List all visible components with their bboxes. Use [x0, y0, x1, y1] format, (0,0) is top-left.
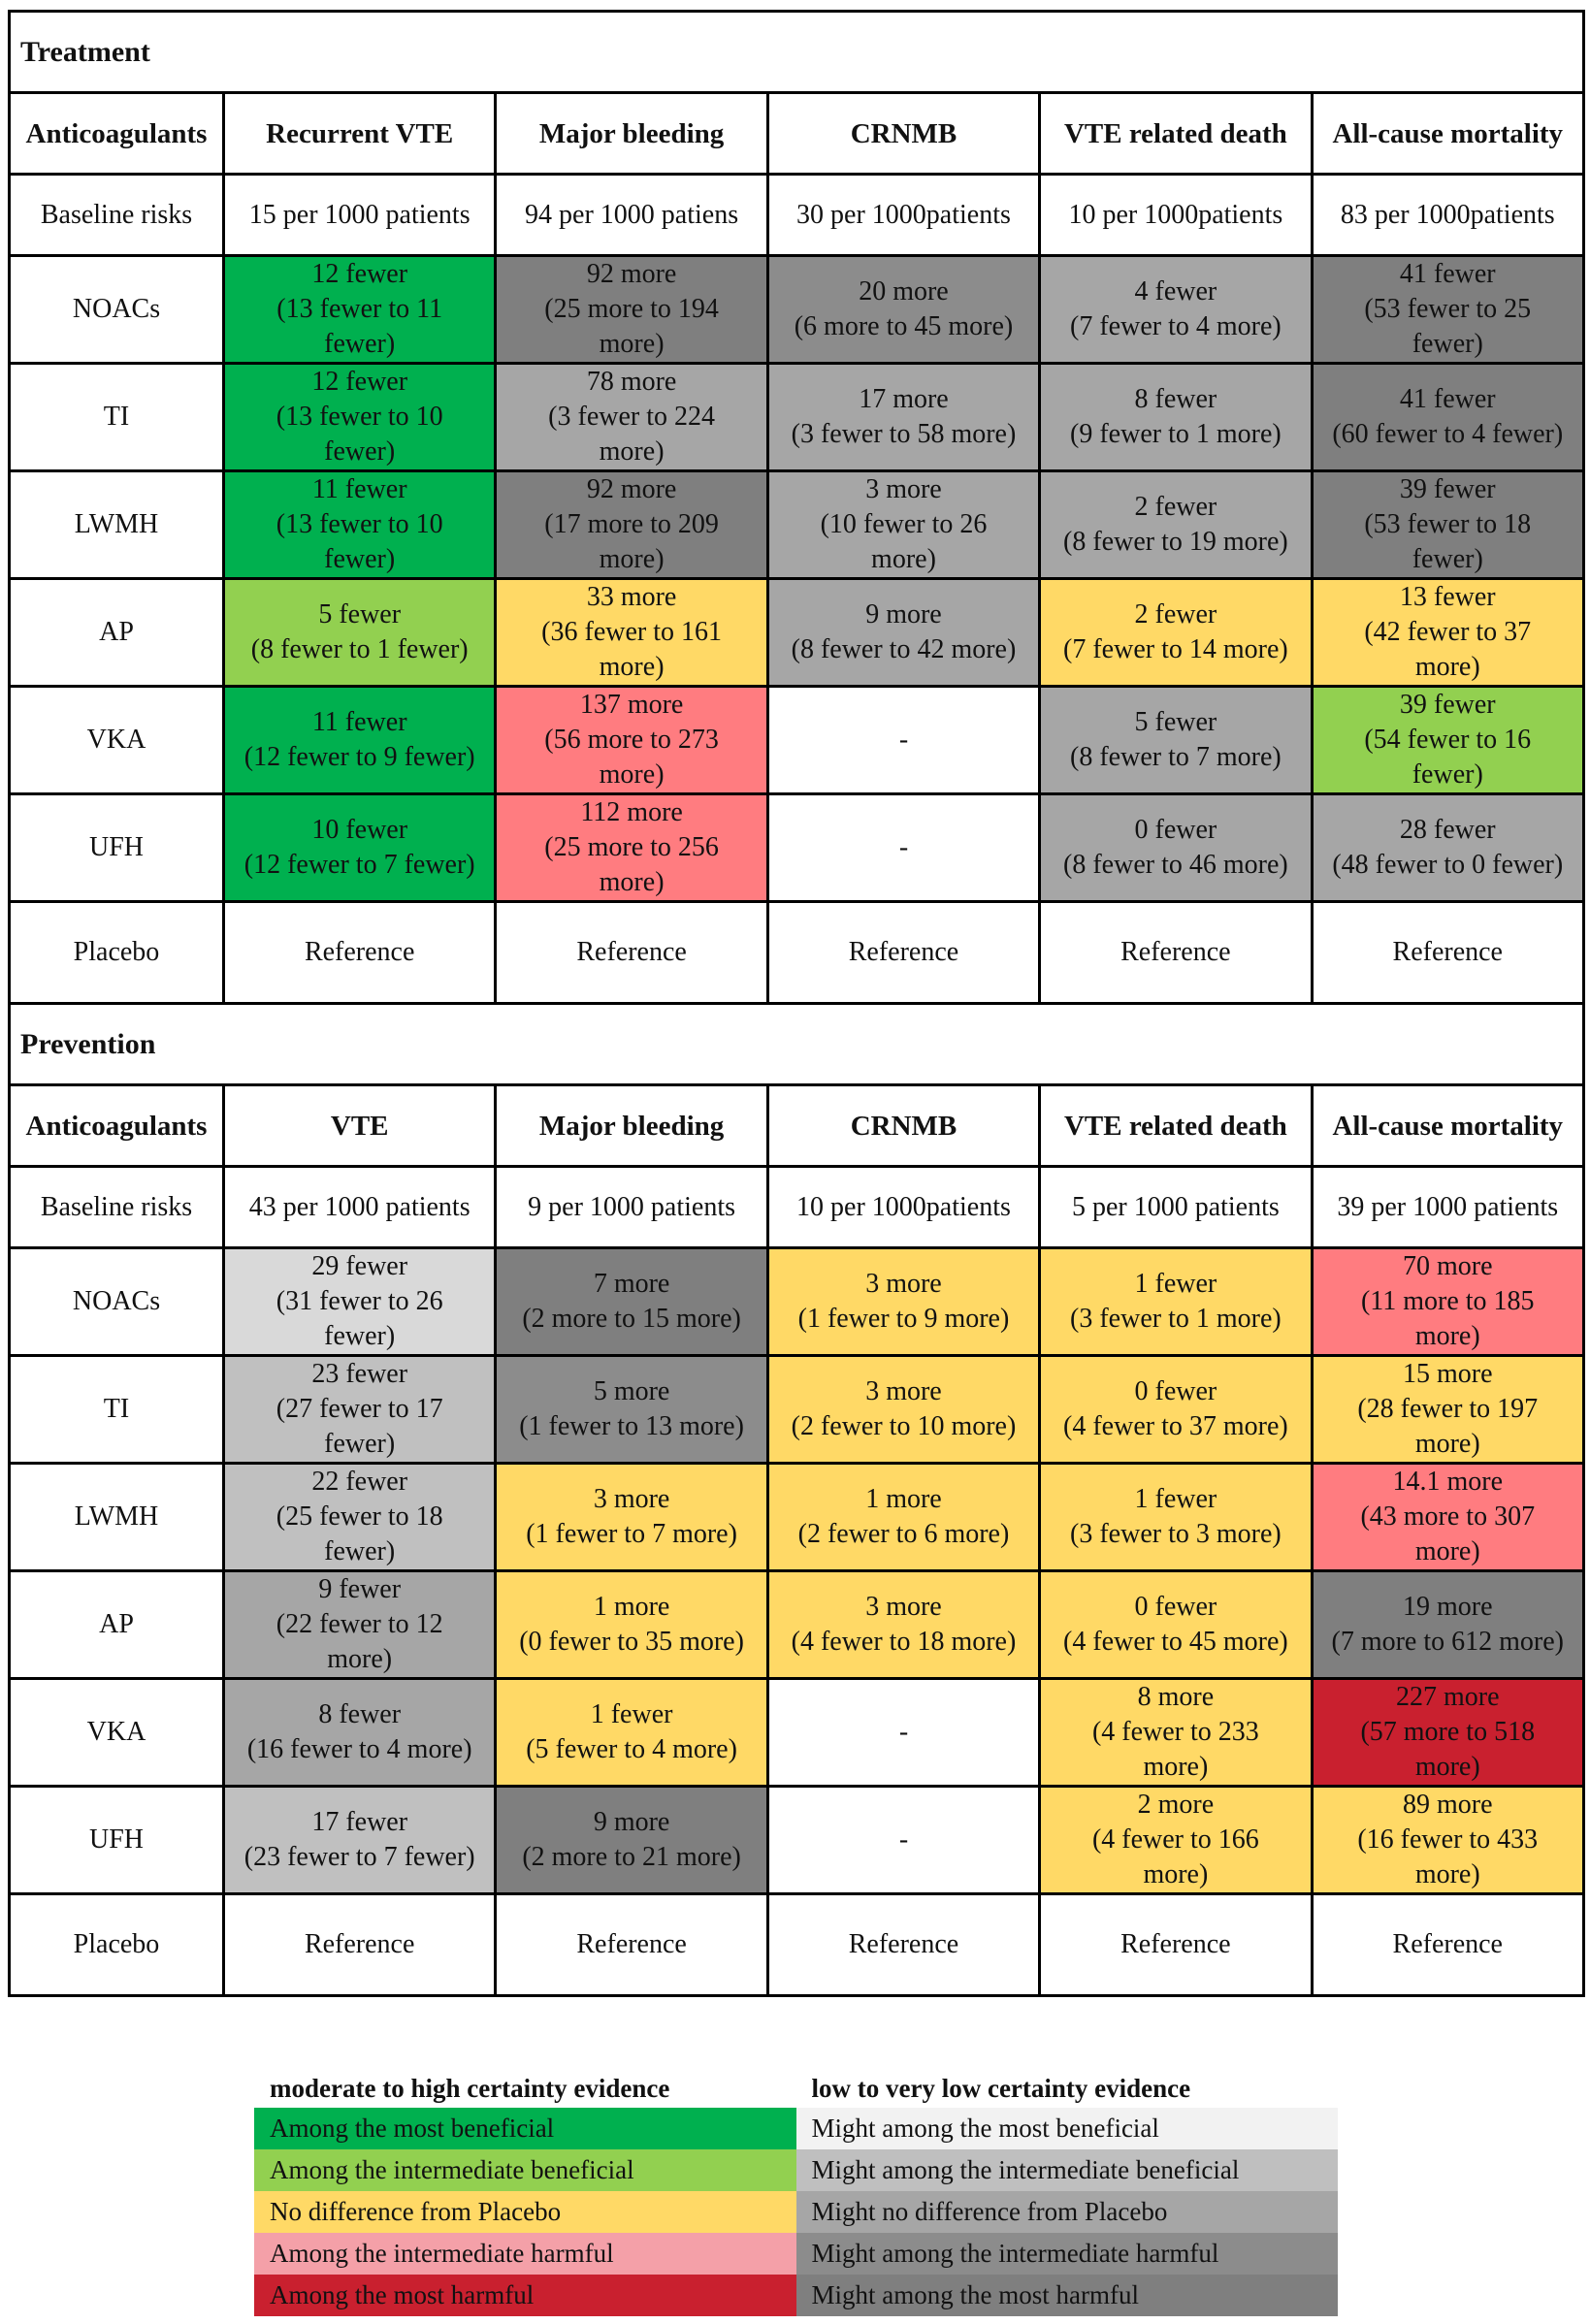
effect-cell-text: 0 fewer (4 fewer to 45 more) [1063, 1592, 1288, 1657]
effect-cell [1040, 794, 1312, 902]
effect-cell-text: 17 more (3 fewer to 58 more) [791, 384, 1017, 449]
effect-cell [496, 579, 767, 687]
reference-cell-text: Reference [1392, 937, 1503, 967]
column-header [1040, 1085, 1312, 1167]
baseline-row [10, 175, 1584, 256]
effect-cell-text: 22 fewer (25 fewer to 18 fewer) [276, 1467, 443, 1566]
reference-cell [496, 902, 767, 1004]
baseline-cell [224, 1167, 496, 1248]
placebo-label-text: Placebo [73, 937, 160, 967]
legend-right-entry: Might among the intermediate beneficial [796, 2149, 1339, 2191]
column-header-text: Major bleeding [538, 1110, 725, 1142]
drug-name-cell [10, 1679, 224, 1787]
effect-cell [767, 1787, 1039, 1894]
reference-cell-text: Reference [576, 1929, 687, 1959]
effect-cell-text: 7 more (2 more to 15 more) [522, 1269, 741, 1334]
effect-cell-text: 29 fewer (31 fewer to 26 fewer) [276, 1251, 443, 1351]
column-header [496, 93, 767, 175]
effect-cell-text: 9 fewer (22 fewer to 12 more) [276, 1574, 443, 1674]
table-row [10, 471, 1584, 579]
effect-cell [767, 579, 1039, 687]
effect-cell [224, 256, 496, 364]
effect-cell [1040, 364, 1312, 471]
legend-left-entry: Among the most beneficial [254, 2108, 796, 2149]
table-row [10, 1679, 1584, 1787]
table-row [10, 1464, 1584, 1571]
effect-cell-text: 78 more (3 fewer to 224 more) [548, 367, 715, 467]
drug-name-cell [10, 364, 224, 471]
column-header-text: Major bleeding [538, 117, 725, 149]
baseline-cell-text: Baseline risks [40, 1191, 193, 1222]
legend-left-entry: No difference from Placebo [254, 2191, 796, 2233]
effect-cell-text: 33 more (36 fewer to 161 more) [541, 582, 722, 682]
reference-cell [767, 1894, 1039, 1996]
reference-cell [224, 1894, 496, 1996]
drug-name-cell-text: AP [99, 1609, 134, 1639]
drug-name-cell [10, 256, 224, 364]
column-header-text: Anticoagulants [25, 1110, 208, 1142]
column-header-text: VTE related death [1063, 1110, 1287, 1142]
effect-cell [767, 364, 1039, 471]
effect-cell-text: 1 fewer (3 fewer to 3 more) [1070, 1484, 1282, 1549]
reference-cell-text: Reference [1392, 1929, 1503, 1959]
baseline-cell [767, 1167, 1039, 1248]
baseline-cell-text: 94 per 1000 patiens [525, 199, 739, 230]
drug-name-cell [10, 1464, 224, 1571]
effect-cell [767, 1679, 1039, 1787]
effect-cell [496, 1571, 767, 1679]
effect-cell [1040, 1356, 1312, 1464]
table-row [10, 579, 1584, 687]
effect-cell [224, 794, 496, 902]
baseline-cell [496, 1167, 767, 1248]
effect-cell-text: 70 more (11 more to 185 more) [1360, 1251, 1535, 1351]
effect-cell [496, 1464, 767, 1571]
legend-left-entry: Among the most harmful [254, 2275, 796, 2316]
column-header-text: CRNMB [850, 117, 957, 149]
effect-cell [1040, 1464, 1312, 1571]
baseline-cell [10, 175, 224, 256]
effect-cell-text: 92 more (25 more to 194 more) [544, 259, 719, 359]
baseline-cell-text: 9 per 1000 patients [528, 1191, 735, 1222]
legend-row [254, 2233, 1338, 2275]
column-header [496, 1085, 767, 1167]
effect-cell-text: 1 fewer (5 fewer to 4 more) [526, 1699, 737, 1764]
effect-cell [1040, 256, 1312, 364]
legend-right-entry: Might no difference from Placebo [796, 2191, 1339, 2233]
legend-header-row [254, 2069, 1338, 2108]
results-table-frame [8, 10, 1582, 1997]
effect-cell-text: 11 fewer (13 fewer to 10 fewer) [276, 474, 443, 574]
effect-cell-text: 3 more (1 fewer to 9 more) [797, 1269, 1010, 1334]
baseline-cell-text: 5 per 1000 patients [1071, 1191, 1280, 1222]
effect-cell-text: 9 more (2 more to 21 more) [522, 1807, 741, 1872]
drug-name-cell-text: LWMH [74, 509, 159, 539]
legend-right-entry: Might among the most beneficial [796, 2108, 1339, 2149]
reference-cell-text: Reference [1120, 937, 1231, 967]
drug-name-cell [10, 471, 224, 579]
effect-cell [496, 794, 767, 902]
effect-cell-text: 5 fewer (8 fewer to 1 fewer) [250, 599, 469, 664]
effect-cell-text: 10 fewer (12 fewer to 7 fewer) [243, 815, 475, 880]
effect-cell-text: 2 fewer (8 fewer to 19 more) [1063, 492, 1288, 557]
effect-cell [767, 1464, 1039, 1571]
baseline-cell-text: 39 per 1000 patients [1337, 1191, 1559, 1222]
legend-row [254, 2275, 1338, 2316]
column-header-text: CRNMB [850, 1110, 957, 1142]
baseline-cell [224, 175, 496, 256]
legend-left-title: moderate to high certainty evidence [254, 2069, 796, 2108]
effect-cell [1312, 1679, 1583, 1787]
drug-name-cell [10, 579, 224, 687]
drug-name-cell [10, 687, 224, 794]
baseline-cell-text: 83 per 1000patients [1340, 199, 1555, 230]
reference-cell [496, 1894, 767, 1996]
effect-cell [1312, 1248, 1583, 1356]
effect-cell-text: 28 fewer (48 fewer to 0 fewer) [1332, 815, 1564, 880]
effect-cell-text: 14.1 more (43 more to 307 more) [1360, 1467, 1536, 1566]
drug-name-cell [10, 1787, 224, 1894]
effect-cell-text: 8 fewer (16 fewer to 4 more) [246, 1699, 472, 1764]
effect-cell-text: 0 fewer (4 fewer to 37 more) [1063, 1376, 1288, 1441]
table-row [10, 364, 1584, 471]
legend-left-entry: Among the intermediate harmful [254, 2233, 796, 2275]
effect-cell-text: 39 fewer (53 fewer to 18 fewer) [1364, 474, 1532, 574]
section-title [10, 1004, 1584, 1085]
placebo-label-text: Placebo [73, 1929, 160, 1959]
effect-cell-text: - [898, 725, 909, 755]
effect-cell-text: 15 more (28 fewer to 197 more) [1357, 1359, 1539, 1459]
effect-cell [1312, 1464, 1583, 1571]
drug-name-cell [10, 794, 224, 902]
drug-name-cell-text: AP [99, 617, 134, 647]
table-row [10, 1571, 1584, 1679]
effect-cell-text: - [898, 1824, 909, 1855]
column-header-text: VTE [330, 1110, 389, 1142]
table-row [10, 794, 1584, 902]
effect-cell-text: 5 more (1 fewer to 13 more) [519, 1376, 744, 1441]
baseline-row [10, 1167, 1584, 1248]
effect-cell-text: 41 fewer (53 fewer to 25 fewer) [1364, 259, 1532, 359]
effect-cell-text: 12 fewer (13 fewer to 10 fewer) [276, 367, 443, 467]
reference-cell [1312, 1894, 1583, 1996]
effect-cell-text: 2 more (4 fewer to 166 more) [1091, 1790, 1259, 1889]
effect-cell [496, 256, 767, 364]
effect-cell [224, 1248, 496, 1356]
effect-cell [1312, 579, 1583, 687]
results-table [8, 10, 1585, 1997]
reference-cell-text: Reference [848, 1929, 959, 1959]
column-header-text: Anticoagulants [25, 117, 208, 149]
effect-cell [496, 471, 767, 579]
baseline-cell [496, 175, 767, 256]
placebo-label [10, 902, 224, 1004]
section-title-text: Prevention [20, 1027, 156, 1060]
effect-cell-text: 4 fewer (7 fewer to 4 more) [1070, 276, 1282, 341]
effect-cell [767, 471, 1039, 579]
effect-cell-text: 3 more (2 fewer to 10 more) [791, 1376, 1017, 1441]
table-row [10, 1248, 1584, 1356]
effect-cell [496, 1356, 767, 1464]
table-row [10, 256, 1584, 364]
column-header-text: All-cause mortality [1332, 117, 1564, 149]
effect-cell-text: 227 more (57 more to 518 more) [1360, 1682, 1536, 1782]
drug-name-cell-text: VKA [86, 725, 146, 755]
effect-cell-text: 12 fewer (13 fewer to 11 fewer) [276, 259, 443, 359]
effect-cell [1312, 1787, 1583, 1894]
effect-cell [767, 687, 1039, 794]
effect-cell-text: - [898, 1717, 909, 1747]
effect-cell [1312, 1356, 1583, 1464]
effect-cell [1040, 687, 1312, 794]
table-row [10, 687, 1584, 794]
effect-cell [224, 471, 496, 579]
section-title-row [10, 12, 1584, 93]
reference-cell-text: Reference [1120, 1929, 1231, 1959]
effect-cell [767, 1571, 1039, 1679]
reference-cell [1040, 902, 1312, 1004]
column-header [1312, 1085, 1583, 1167]
baseline-cell-text: 10 per 1000patients [796, 1191, 1011, 1222]
effect-cell [1040, 1787, 1312, 1894]
baseline-cell [1312, 175, 1583, 256]
reference-cell-text: Reference [304, 1929, 415, 1959]
legend-right-title: low to very low certainty evidence [796, 2069, 1339, 2108]
drug-name-cell-text: TI [103, 1394, 130, 1424]
effect-cell-text: 1 more (0 fewer to 35 more) [519, 1592, 744, 1657]
drug-name-cell-text: TI [103, 402, 130, 432]
effect-cell [1312, 687, 1583, 794]
effect-cell [1312, 1571, 1583, 1679]
effect-cell [224, 1571, 496, 1679]
effect-cell [1312, 364, 1583, 471]
baseline-cell [1040, 1167, 1312, 1248]
placebo-label [10, 1894, 224, 1996]
effect-cell-text: 8 more (4 fewer to 233 more) [1091, 1682, 1259, 1782]
drug-name-cell-text: NOACs [72, 1286, 161, 1316]
reference-cell [224, 902, 496, 1004]
effect-cell-text: 0 fewer (8 fewer to 46 more) [1063, 815, 1288, 880]
legend-right-entry: Might among the intermediate harmful [796, 2233, 1339, 2275]
legend-row [254, 2108, 1338, 2149]
reference-cell-text: Reference [576, 937, 687, 967]
column-header-text: Recurrent VTE [266, 117, 454, 149]
drug-name-cell [10, 1571, 224, 1679]
reference-cell [1040, 1894, 1312, 1996]
effect-cell [767, 1248, 1039, 1356]
baseline-cell [1040, 175, 1312, 256]
effect-cell [496, 1787, 767, 1894]
effect-cell-text: 3 more (4 fewer to 18 more) [791, 1592, 1017, 1657]
effect-cell [767, 794, 1039, 902]
legend-left-entry: Among the intermediate beneficial [254, 2149, 796, 2191]
effect-cell [224, 1787, 496, 1894]
effect-cell [1040, 1679, 1312, 1787]
column-header [224, 93, 496, 175]
reference-cell [767, 902, 1039, 1004]
baseline-cell-text: Baseline risks [40, 199, 193, 230]
column-header [767, 93, 1039, 175]
effect-cell [224, 687, 496, 794]
baseline-cell-text: 15 per 1000 patients [248, 199, 471, 230]
effect-cell-text: 11 fewer (12 fewer to 9 fewer) [243, 707, 475, 772]
effect-cell-text: 3 more (10 fewer to 26 more) [820, 474, 988, 574]
reference-cell-text: Reference [848, 937, 959, 967]
effect-cell-text: 92 more (17 more to 209 more) [544, 474, 719, 574]
reference-cell [1312, 902, 1583, 1004]
legend-row [254, 2149, 1338, 2191]
effect-cell [1040, 1248, 1312, 1356]
column-header-row [10, 1085, 1584, 1167]
effect-cell [224, 579, 496, 687]
effect-cell-text: 17 fewer (23 fewer to 7 fewer) [243, 1807, 475, 1872]
table-row [10, 1356, 1584, 1464]
section-title-row [10, 1004, 1584, 1085]
effect-cell-text: 3 more (1 fewer to 7 more) [526, 1484, 737, 1549]
drug-name-cell-text: UFH [88, 832, 144, 862]
effect-cell-text: 19 more (7 more to 612 more) [1331, 1592, 1564, 1657]
drug-name-cell-text: LWMH [74, 1501, 159, 1532]
effect-cell-text: 112 more (25 more to 256 more) [544, 797, 719, 897]
effect-cell [224, 364, 496, 471]
effect-cell-text: 5 fewer (8 fewer to 7 more) [1070, 707, 1282, 772]
column-header [224, 1085, 496, 1167]
effect-cell [1040, 579, 1312, 687]
drug-name-cell-text: NOACs [72, 294, 161, 324]
legend-row [254, 2191, 1338, 2233]
column-header [767, 1085, 1039, 1167]
column-header [1040, 93, 1312, 175]
effect-cell [224, 1464, 496, 1571]
effect-cell [496, 1679, 767, 1787]
section-title [10, 12, 1584, 93]
effect-cell [767, 256, 1039, 364]
effect-cell [1312, 794, 1583, 902]
effect-cell-text: 1 more (2 fewer to 6 more) [797, 1484, 1010, 1549]
baseline-cell-text: 10 per 1000patients [1068, 199, 1283, 230]
effect-cell [224, 1679, 496, 1787]
baseline-cell-text: 43 per 1000 patients [248, 1191, 471, 1222]
drug-name-cell-text: UFH [88, 1824, 144, 1855]
column-header [1312, 93, 1583, 175]
effect-cell [496, 364, 767, 471]
baseline-cell [1312, 1167, 1583, 1248]
table-row [10, 1787, 1584, 1894]
column-header-row [10, 93, 1584, 175]
effect-cell [496, 687, 767, 794]
baseline-cell [767, 175, 1039, 256]
effect-cell [224, 1356, 496, 1464]
placebo-row [10, 902, 1584, 1004]
section-title-text: Treatment [20, 35, 150, 68]
legend-right-entry: Might among the most harmful [796, 2275, 1339, 2316]
effect-cell [1312, 256, 1583, 364]
effect-cell [1312, 471, 1583, 579]
column-header-text: VTE related death [1063, 117, 1287, 149]
effect-cell-text: 89 more (16 fewer to 433 more) [1357, 1790, 1539, 1889]
effect-cell-text: 9 more (8 fewer to 42 more) [791, 599, 1017, 664]
column-header [10, 1085, 224, 1167]
effect-cell [1040, 1571, 1312, 1679]
drug-name-cell [10, 1356, 224, 1464]
effect-cell-text: 23 fewer (27 fewer to 17 fewer) [276, 1359, 443, 1459]
effect-cell-text: 2 fewer (7 fewer to 14 more) [1063, 599, 1288, 664]
reference-cell-text: Reference [304, 937, 415, 967]
effect-cell-text: - [898, 832, 909, 862]
effect-cell-text: 41 fewer (60 fewer to 4 fewer) [1332, 384, 1564, 449]
effect-cell [1040, 471, 1312, 579]
legend [254, 2069, 1338, 2316]
effect-cell [767, 1356, 1039, 1464]
baseline-cell-text: 30 per 1000patients [796, 199, 1011, 230]
drug-name-cell [10, 1248, 224, 1356]
effect-cell [496, 1248, 767, 1356]
column-header [10, 93, 224, 175]
baseline-cell [10, 1167, 224, 1248]
effect-cell-text: 39 fewer (54 fewer to 16 fewer) [1364, 690, 1532, 790]
effect-cell-text: 20 more (6 more to 45 more) [794, 276, 1014, 341]
effect-cell-text: 137 more (56 more to 273 more) [544, 690, 719, 790]
effect-cell-text: 1 fewer (3 fewer to 1 more) [1070, 1269, 1282, 1334]
effect-cell-text: 8 fewer (9 fewer to 1 more) [1070, 384, 1282, 449]
placebo-row [10, 1894, 1584, 1996]
effect-cell-text: 13 fewer (42 fewer to 37 more) [1364, 582, 1532, 682]
column-header-text: All-cause mortality [1332, 1110, 1564, 1142]
drug-name-cell-text: VKA [86, 1717, 146, 1747]
